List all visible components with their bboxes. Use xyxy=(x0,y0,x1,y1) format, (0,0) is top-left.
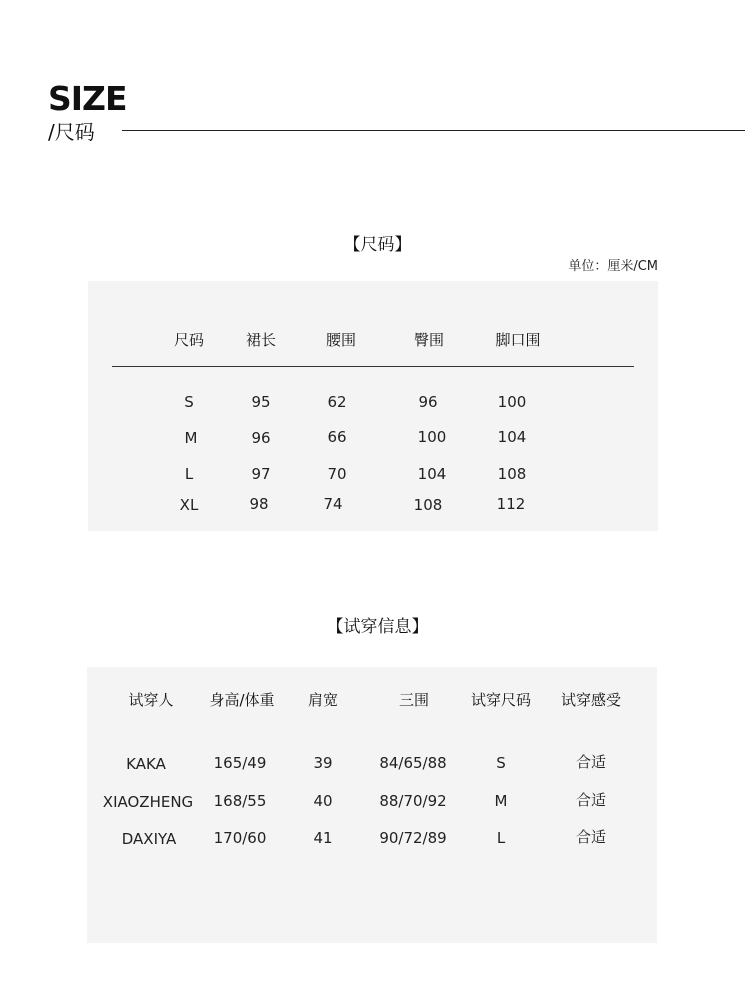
tryon-cell: XIAOZHENG xyxy=(102,793,194,811)
tryon-cell: L xyxy=(496,829,506,847)
size-table-panel xyxy=(88,281,658,531)
tryon-cell: 170/60 xyxy=(213,829,267,847)
tryon-header-cell: 肩宽 xyxy=(307,691,339,709)
tryon-cell: 84/65/88 xyxy=(379,754,447,772)
tryon-cell: DAXIYA xyxy=(121,830,177,848)
size-cell: 97 xyxy=(251,465,271,483)
tryon-cell: 合适 xyxy=(575,791,607,809)
size-section-title: 【尺码】 xyxy=(343,235,412,255)
size-cell: 66 xyxy=(327,428,347,446)
size-cell: 108 xyxy=(413,496,443,514)
size-cell: 100 xyxy=(417,428,447,446)
size-cell: 100 xyxy=(497,393,527,411)
size-header-cell: 腰围 xyxy=(325,331,357,349)
tryon-cell: 40 xyxy=(313,792,333,810)
size-cell: 70 xyxy=(327,465,347,483)
size-cell: S xyxy=(184,393,194,411)
tryon-cell: S xyxy=(496,754,506,772)
tryon-cell: 165/49 xyxy=(213,754,267,772)
size-cell: 98 xyxy=(249,495,269,513)
size-header-cell: 臀围 xyxy=(413,331,445,349)
tryon-header-cell: 试穿感受 xyxy=(560,691,622,709)
size-header-cell: 裙长 xyxy=(245,331,277,349)
tryon-cell: 88/70/92 xyxy=(379,792,447,810)
tryon-cell: 168/55 xyxy=(213,792,267,810)
size-subtitle: /尺码 xyxy=(48,120,95,144)
size-header-cell: 尺码 xyxy=(173,331,205,349)
tryon-header-cell: 试穿人 xyxy=(128,691,174,709)
tryon-cell: M xyxy=(494,792,508,810)
size-cell: 62 xyxy=(327,393,347,411)
size-cell: 104 xyxy=(417,465,447,483)
tryon-cell: 合适 xyxy=(575,753,607,771)
unit-label: 单位：厘米/CM xyxy=(568,259,658,274)
tryon-header-cell: 身高/体重 xyxy=(209,691,275,709)
tryon-section-title: 【试穿信息】 xyxy=(326,617,429,637)
size-cell: 96 xyxy=(418,393,438,411)
tryon-cell: KAKA xyxy=(126,755,166,773)
tryon-cell: 合适 xyxy=(575,828,607,846)
size-title: SIZE xyxy=(48,79,127,118)
size-header-cell: 脚口围 xyxy=(495,331,541,349)
size-cell: 112 xyxy=(496,495,526,513)
size-cell: 108 xyxy=(497,465,527,483)
size-cell: 104 xyxy=(497,428,527,446)
size-cell: 74 xyxy=(323,495,343,513)
tryon-header-cell: 三围 xyxy=(398,691,430,709)
tryon-cell: 41 xyxy=(313,829,333,847)
tryon-header-cell: 试穿尺码 xyxy=(470,691,532,709)
title-divider xyxy=(122,130,745,131)
size-cell: M xyxy=(184,429,198,447)
tryon-cell: 39 xyxy=(313,754,333,772)
size-cell: 96 xyxy=(251,429,271,447)
size-table-divider xyxy=(112,366,634,367)
size-cell: L xyxy=(184,465,194,483)
size-cell: XL xyxy=(179,496,199,514)
size-cell: 95 xyxy=(251,393,271,411)
tryon-cell: 90/72/89 xyxy=(379,829,447,847)
